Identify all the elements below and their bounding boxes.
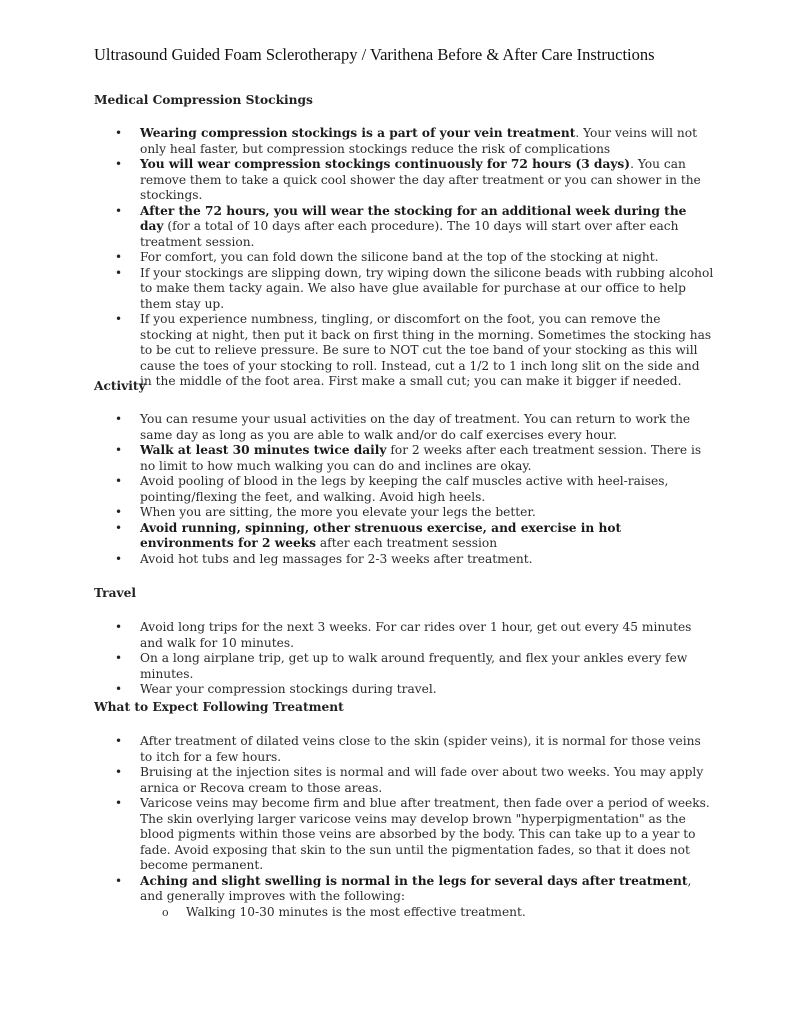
section-heading-activity: Activity xyxy=(94,379,146,393)
list-item: • After the 72 hours, you will wear the stocking for an additional week during the day (for a total of 10 days after each procedure). The 10 days will start over after each treatment session. xyxy=(115,203,687,249)
list-item: • Aching and slight swelling is normal in the legs for several days after treatment, and generally improves with the following: xyxy=(115,873,692,903)
bullet-icon: • xyxy=(115,265,123,280)
list-item: • Bruising at the injection sites is normal and will fade over about two weeks. You may apply arnica or Recova cream to those areas. xyxy=(115,765,704,795)
list-item: • Walk at least 30 minutes twice daily for 2 weeks after each treatment session. There is no limit to how much walking you can do and inclines are okay. xyxy=(115,443,702,473)
list-item: • Varicose veins may become firm and blue after treatment, then fade over a period of weeks. The skin overlying larger varicose veins may develop brown "hyperpigmentation" as the blood pigments within those veins are absorbed by the body. This can take up to a year to fade. Avoid exposing that skin to the sun until the pigmentation fades, so that it does not become permanent. xyxy=(115,796,710,872)
bullet-icon: • xyxy=(115,734,123,748)
list-item: • Avoid running, spinning, other strenuous exercise, and exercise in hot environments for 2 weeks after each treatment session xyxy=(115,520,622,550)
bullet-icon: • xyxy=(115,620,123,634)
bullet-icon: • xyxy=(115,157,123,171)
list-item: • If your stockings are slipping down, try wiping down the silicone beads with rubbing alcohol to make them tacky again. We also have glue available for purchase at our office to help them stay up. xyxy=(115,265,714,311)
bullet-icon: • xyxy=(115,505,123,519)
bullet-icon: • xyxy=(115,250,123,264)
bullet-icon: • xyxy=(115,203,123,218)
list-item: • Avoid hot tubs and leg massages for 2-3 weeks after treatment. xyxy=(115,551,533,566)
list-item: • You can resume your usual activities on the day of treatment. You can return to work the same day as long as you are able to walk and/or do calf exercises every hour. xyxy=(115,412,691,442)
section-heading-expect: What to Expect Following Treatment xyxy=(94,700,344,714)
circle-bullet-icon: o xyxy=(162,905,169,919)
list-item: • Wear your compression stockings during travel. xyxy=(115,682,437,696)
list-activity xyxy=(94,412,714,567)
bullet-icon: • xyxy=(115,796,123,810)
list-item: • Avoid long trips for the next 3 weeks. For car rides over 1 hour, get out every 45 minutes and walk for 10 minutes. xyxy=(115,620,692,650)
bullet-icon: • xyxy=(115,312,123,326)
list-travel xyxy=(94,620,714,698)
section-heading-travel: Travel xyxy=(94,586,136,600)
sub-list-item: o Walking 10-30 minutes is the most effective treatment. xyxy=(162,904,526,919)
list-item: • When you are sitting, the more you elevate your legs the better. xyxy=(115,505,536,519)
bullet-icon: • xyxy=(115,765,123,779)
section-heading-stockings: Medical Compression Stockings xyxy=(94,93,313,107)
list-item: • If you experience numbness, tingling, or discomfort on the foot, you can remove the stocking at night, then put it back on first thing in the morning. Sometimes the stocking has to be cut to relieve pressure. Be sure to NOT cut the toe band of your stocking as this will cause the toes of your stocking to roll. Instead, cut a 1/2 to 1 inch long slit on the side and in the middle of the foot area. First make a small cut; you can make it bigger if needed. xyxy=(115,312,712,388)
list-stockings xyxy=(94,126,714,390)
list-item: • On a long airplane trip, get up to walk around frequently, and flex your ankles every few minutes. xyxy=(115,651,688,681)
bullet-icon: • xyxy=(115,682,123,696)
bullet-icon: • xyxy=(115,443,123,457)
list-expect xyxy=(94,734,714,920)
list-item: • Avoid pooling of blood in the legs by keeping the calf muscles active with heel-raises, pointing/flexing the feet, and walking. Avoid high heels. xyxy=(115,474,669,504)
list-item: • Wearing compression stockings is a part of your vein treatment. Your veins will not only heal faster, but compression stockings reduce the risk of complications xyxy=(115,126,698,156)
list-item: • After treatment of dilated veins close to the skin (spider veins), it is normal for those veins to itch for a few hours. xyxy=(115,734,701,764)
document-title: Ultrasound Guided Foam Sclerotherapy / Varithena Before & After Care Instructions xyxy=(94,45,655,64)
bullet-icon: • xyxy=(115,474,123,488)
bullet-icon: • xyxy=(115,551,123,566)
bullet-icon: • xyxy=(115,873,123,888)
list-item: • You will wear compression stockings continuously for 72 hours (3 days). You can remove them to take a quick cool shower the day after treatment or you can shower in the stockings. xyxy=(115,157,701,202)
list-item: • For comfort, you can fold down the silicone band at the top of the stocking at night. xyxy=(115,250,659,264)
bullet-icon: • xyxy=(115,412,123,426)
bullet-icon: • xyxy=(115,651,123,665)
bullet-icon: • xyxy=(115,126,123,140)
bullet-icon: • xyxy=(115,520,123,535)
